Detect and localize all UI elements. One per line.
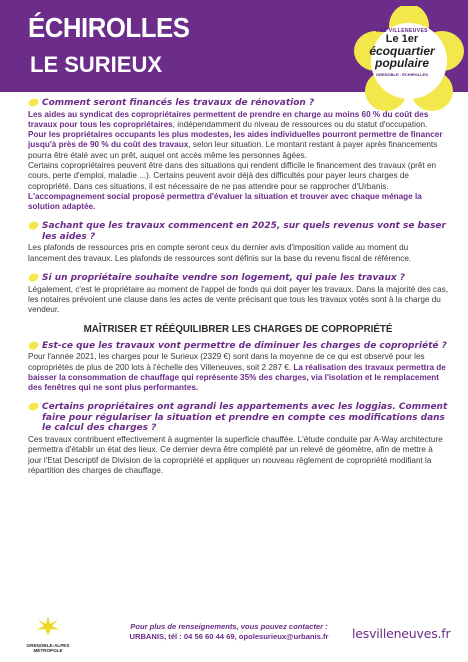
faq-block-income: [28, 221, 448, 264]
faq-block-loggias: [28, 402, 448, 476]
main-content: [28, 98, 448, 485]
answer-bold-text: Les aides au syndicat des copropriétaires permettent de prendre en charge au moins 60 % du coût des travaux pour tous les copropriétaires: [28, 109, 429, 129]
answer-paragraph: [28, 352, 448, 393]
metropole-label: [26, 643, 70, 653]
answer-paragraph: Ces travaux contribuent effectivement à augmenter la superficie chauffée. L'étude conduite par A-Way architecture permettra d'établir un état des lieux. Ce dernier devra être complété par un relevé de géomètre, afin de mettre à jour l'Etat Descriptif de Division de la copropriété et appliquer un nouveau règlement de copropriété modifiant la répartition des charges de chauffage.: [28, 434, 443, 475]
badge-line1: Le 1er: [385, 33, 419, 45]
yellow-petal-icon: [28, 273, 39, 282]
question-text: Certains propriétaires ont agrandi les appartements avec les loggias. Comment faire pour régulariser la situation et prendre en compte ces modifications dans le calcul des charges ?: [42, 402, 448, 434]
question-heading: [28, 273, 448, 284]
metropole-label-2: MÉTROPOLE: [33, 648, 63, 653]
yellow-petal-icon: [28, 341, 39, 350]
question-text: Comment seront financés les travaux de rénovation ?: [42, 98, 315, 108]
answer-paragraph: [28, 161, 448, 212]
badge-line2: écoquartier: [369, 44, 435, 58]
question-heading: [28, 221, 448, 242]
question-heading: [28, 98, 448, 109]
yellow-petal-icon: [28, 221, 39, 230]
question-heading: [28, 402, 448, 434]
metropole-logo: [26, 614, 70, 653]
answer-bold-text: Pour les propriétaires occupants les plus modestes, les aides individuelles pourront permettre de financer jusqu'à près de 90 % du coût des travaux: [28, 130, 443, 150]
answer-paragraph: [28, 110, 448, 131]
question-heading: [28, 341, 448, 352]
badge-bottom-text: GRENOBLE · ÉCHIROLLES: [375, 72, 428, 77]
answer-text: Certains copropriétaires peuvent être dans des situations qui rendent difficile le financement des travaux (prêt en cours, perte d'emploi, maladie ...). Certains peuvent avoir déjà des difficultés pour payer leurs charges de copropriété. Dans ces situations, il est nécessaire de ne pas attendre pour se rapprocher d'Urbanis.: [28, 160, 437, 191]
city-title: ÉCHIROLLES: [28, 12, 190, 43]
faq-block-financing: [28, 98, 448, 212]
website-link[interactable]: lesvilleneuves.fr: [352, 626, 451, 641]
section-title: MAÎTRISER ET RÉÉQUILIBRER LES CHARGES DE COPROPRIÉTÉ: [83, 323, 393, 336]
contact-intro: Pour plus de renseignements, vous pouvez contacter :: [130, 622, 328, 631]
metropole-label-1: GRENOBLE-ALPES: [26, 643, 70, 648]
yellow-petal-icon: [28, 98, 39, 107]
answer-paragraph: Les plafonds de ressources pris en compte seront ceux du dernier avis d'imposition valide au moment du lancement des travaux. Les plafonds de ressources sont définis sur la base du revenu fiscal de référence.: [28, 243, 412, 263]
question-text: Si un propriétaire souhaite vendre son logement, qui paie les travaux ?: [42, 273, 406, 284]
contact-details[interactable]: URBANIS, tél : 04 56 60 44 69, opolesurieux@urbanis.fr: [129, 632, 329, 641]
answer-bold-text: La réalisation des travaux permettra de baisser la consommation de chauffage qui représente 35% des charges, via l'isolation et le remplacement des fenêtres qui ne sont plus performantes.: [28, 362, 446, 393]
badge-top-text: LES VILLENEUVES: [376, 28, 428, 34]
contact-info: [104, 622, 354, 642]
metropole-logo-icon: [26, 614, 70, 636]
ecoquartier-badge: [366, 28, 438, 77]
answer-bold-text: L'accompagnement social proposé permettra d'évaluer la situation et trouver avec chaque ménage la solution adaptée.: [28, 191, 422, 212]
question-text: Est-ce que les travaux vont permettre de diminuer les charges de copropriété ?: [42, 340, 447, 351]
district-title: LE SURIEUX: [30, 52, 163, 77]
answer-text: Pour l'année 2021, les charges pour le Surieux (2329 €) sont dans la moyenne de ce qui est observé pour les copropriétés de plus de 200 lots à l'échelle des Villeneuves, soit 2 287 €.: [28, 352, 425, 372]
answer-paragraph: [28, 130, 448, 161]
faq-block-sale: [28, 273, 448, 315]
badge-line3: populaire: [374, 56, 429, 70]
faq-block-charges: [28, 341, 448, 394]
footer: [0, 610, 468, 662]
answer-text: , indépendamment du niveau de ressources ou du statut d'occupation.: [172, 119, 428, 129]
yellow-petal-icon: [28, 402, 39, 411]
answer-paragraph: Légalement, c'est le propriétaire au moment de l'appel de fonds qui doit payer les travaux. Dans la majorité des cas, les notaires prévoient une clause dans les actes de vente précisant que tous les travaux votés sont à la charge du vendeur.: [28, 284, 449, 315]
question-text: Sachant que les travaux commencent en 2025, sur quels revenus vont se baser les aides ?: [42, 221, 446, 242]
answer-text: , selon leur situation. Le montant restant à payer après financements pourra être étalé avec un prêt, auquel ont accès même les personnes âgées.: [28, 140, 438, 160]
